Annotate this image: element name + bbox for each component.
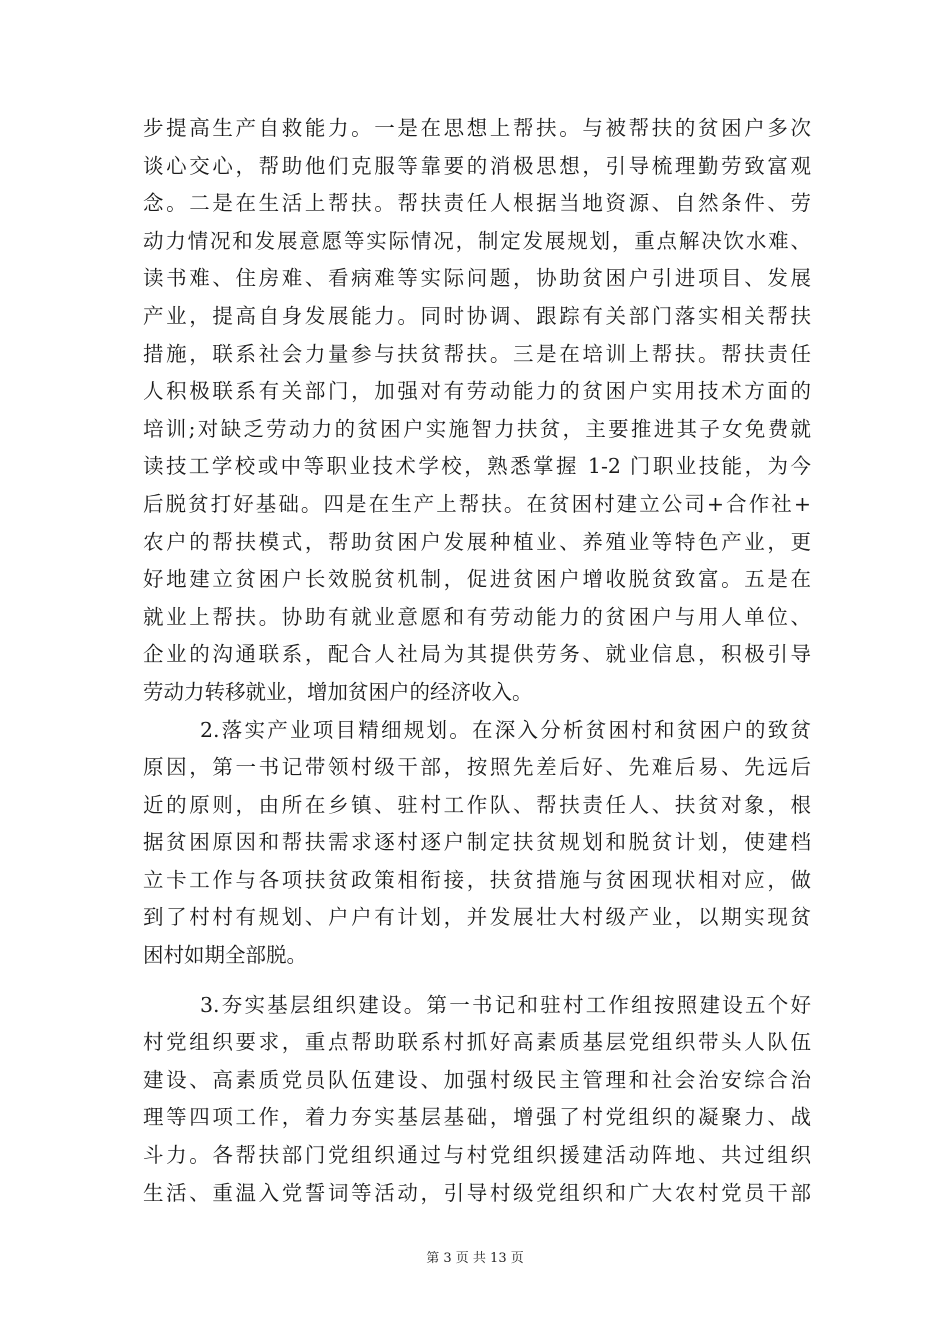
text-line: 后脱贫打好基础。四是在生产上帮扶。在贫困村建立公司+合作社+ [143,491,811,516]
text-line: 读书难、住房难、看病难等实际问题，协助贫困户引进项目、发展 [143,266,811,291]
text-line: 原因，第一书记带领村级干部，按照先差后好、先难后易、先远后 [143,755,811,780]
text-line: 产业，提高自身发展能力。同时协调、跟踪有关部门落实相关帮扶 [143,303,811,328]
text-line: 读技工学校或中等职业技术学校，熟悉掌握 1-2 门职业技能，为今 [143,454,811,479]
text-line: 近的原则，由所在乡镇、驻村工作队、帮扶责任人、扶贫对象，根 [143,792,811,817]
text-line: 生活、重温入党誓词等活动，引导村级党组织和广大农村党员干部 [143,1180,811,1205]
paragraph-grassroots-organization [143,987,811,1213]
text-line: 企业的沟通联系，配合人社局为其提供劳务、就业信息，积极引导 [143,642,811,667]
text-line: 农户的帮扶模式，帮助贫困户发展种植业、养殖业等特色产业，更 [143,529,811,554]
paragraph-assistance-measures [143,110,811,712]
text-line: 培训;对缺乏劳动力的贫困户实施智力扶贫，主要推进其子女免费就 [143,416,811,441]
text-line: 到了村村有规划、户户有计划，并发展壮大村级产业，以期实现贫 [143,905,811,930]
text-line: 步提高生产自救能力。一是在思想上帮扶。与被帮扶的贫困户多次 [143,116,811,140]
text-line: 就业上帮扶。协助有就业意愿和有劳动能力的贫困户与用人单位、 [143,604,811,629]
document-body [143,110,811,1212]
text-line: 困村如期全部脱。 [143,943,307,968]
text-line: 好地建立贫困户长效脱贫机制，促进贫困户增收脱贫致富。五是在 [143,567,811,592]
text-line: 斗力。各帮扶部门党组织通过与村党组织援建活动阵地、共过组织 [143,1143,811,1168]
text-line: 动力情况和发展意愿等实际情况，制定发展规划，重点解决饮水难、 [143,228,811,253]
paragraph-spacer [143,975,811,987]
text-line: 措施，联系社会力量参与扶贫帮扶。三是在培训上帮扶。帮扶责任 [143,341,811,366]
text-line: 建设、高素质党员队伍建设、加强村级民主管理和社会治安综合治 [143,1067,811,1092]
text-line: 谈心交心，帮助他们克服等靠要的消极思想，引导梳理勤劳致富观 [143,153,811,178]
text-line: 立卡工作与各项扶贫政策相衔接，扶贫措施与贫困现状相对应，做 [143,867,811,892]
text-line: 人积极联系有关部门，加强对有劳动能力的贫困户实用技术方面的 [143,379,811,404]
text-line: 理等四项工作，着力夯实基层基础，增强了村党组织的凝聚力、战 [143,1105,811,1130]
text-line: 2.落实产业项目精细规划。在深入分析贫困村和贫困户的致贫 [200,717,811,742]
text-line: 据贫困原因和帮扶需求逐村逐户制定扶贫规划和脱贫计划，使建档 [143,830,811,855]
text-line: 3.夯实基层组织建设。第一书记和驻村工作组按照建设五个好 [200,992,811,1017]
text-line: 村党组织要求，重点帮助联系村抓好高素质基层党组织带头人队伍 [143,1030,811,1055]
paragraph-industry-planning [143,712,811,975]
page-number-footer: 第 3 页 共 13 页 [426,1251,524,1266]
text-line: 劳动力转移就业，增加贫困户的经济收入。 [143,679,533,704]
text-line: 念。二是在生活上帮扶。帮扶责任人根据当地资源、自然条件、劳 [143,191,811,216]
